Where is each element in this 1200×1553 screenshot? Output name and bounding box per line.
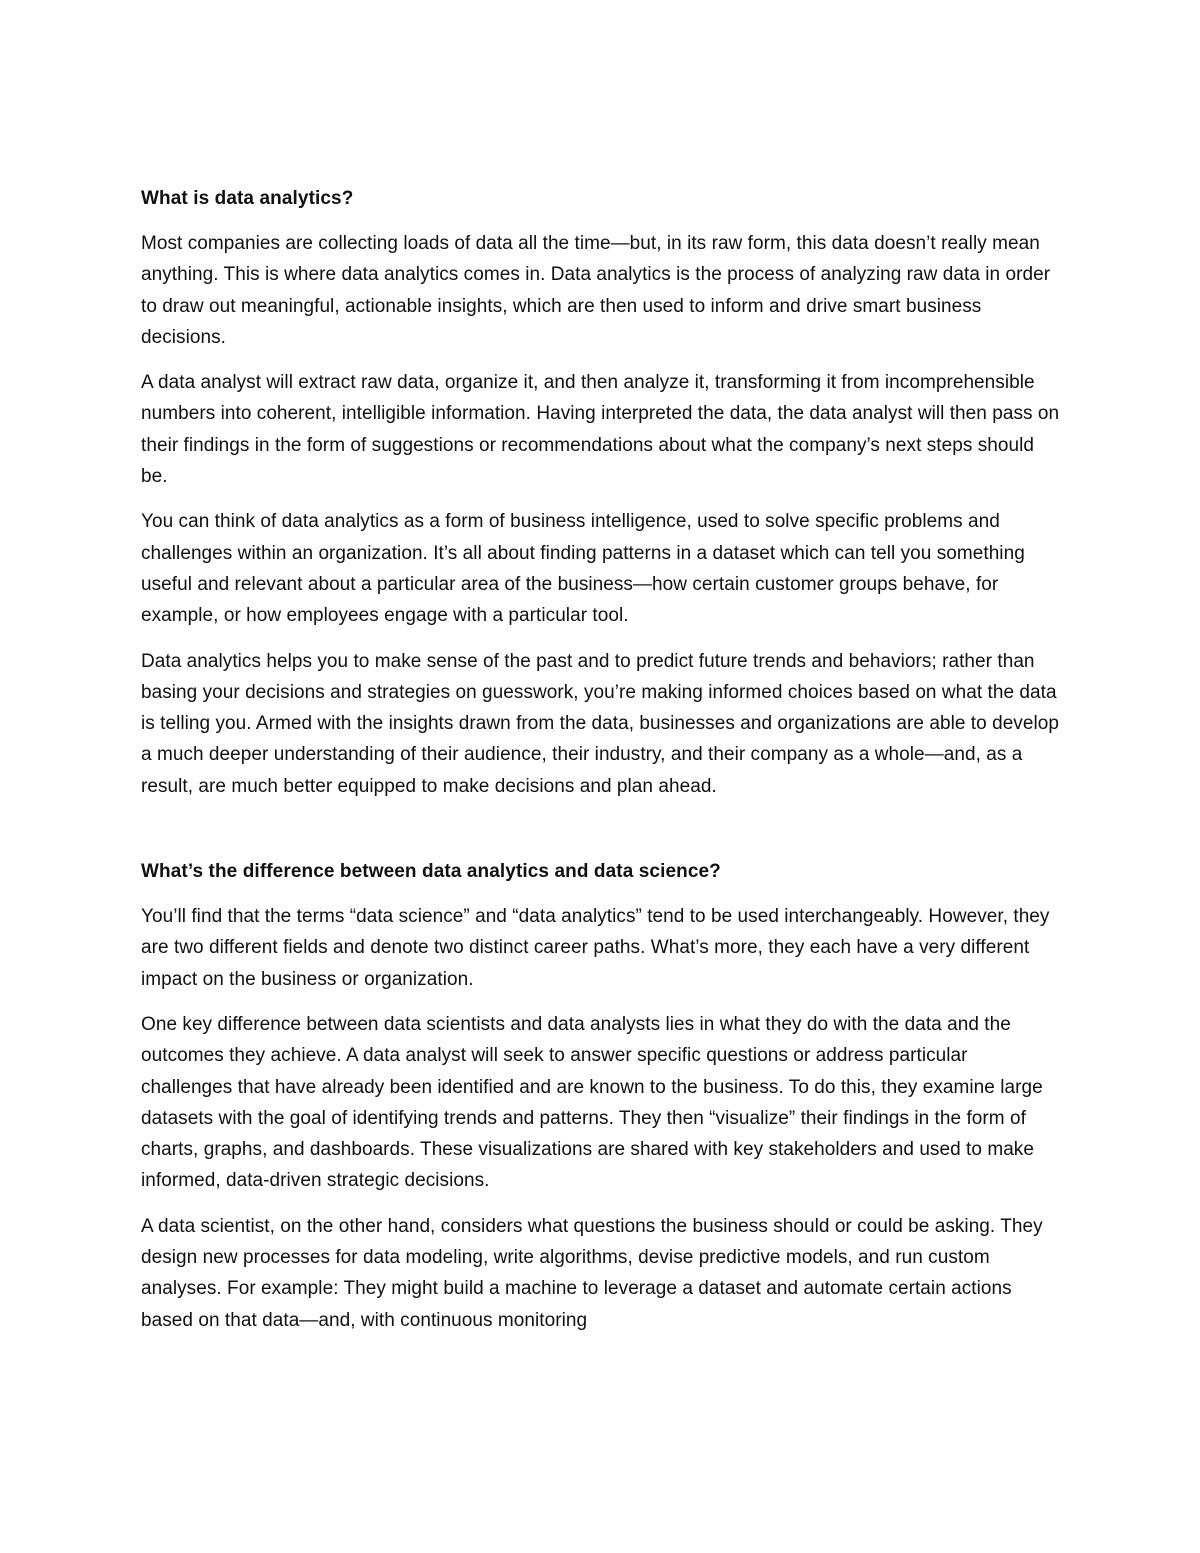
paragraph: Most companies are collecting loads of data all the time—but, in its raw form, this data doesn’t really mean anything. This is where data analytics comes in. Data analytics is the process of analyzing raw data in order to draw out meaningful, actionable insights, which are then used to inform and drive smart business decisions.	[141, 233, 1051, 348]
paragraph: A data analyst will extract raw data, organize it, and then analyze it, transforming it from incomprehensible numbers into coherent, intelligible information. Having interpreted the data, the data analyst will then pass on their findings in the form of suggestions or recommendations about what the company’s next steps should be.	[141, 372, 1060, 488]
section-spacer	[141, 816, 1060, 856]
paragraph: One key difference between data scientists and data analysts lies in what they do with the data and the outcomes they achieve. A data analyst will seek to answer specific questions or address particular challenges that have already been identified and are known to the business. To do this, they examine large datasets with the goal of identifying trends and patterns. They then “visualize” their findings in the form of charts, graphs, and dashboards. These visualizations are shared with key stakeholders and used to make informed, data-driven strategic decisions.	[141, 1013, 1043, 1192]
paragraph: You can think of data analytics as a form of business intelligence, used to solve specific problems and challenges within an organization. It’s all about finding patterns in a dataset which can tell you something useful and relevant about a particular area of the business—how certain customer groups behave, for example, or how employees engage with a particular tool.	[141, 511, 1025, 627]
paragraph: A data scientist, on the other hand, considers what questions the business should or could be asking. They design new processes for data modeling, write algorithms, devise predictive models, and run custom analyses. For example: They might build a machine to leverage a dataset and automate certain actions based on that data—and, with continuous monitoring	[141, 1215, 1043, 1331]
paragraph: You’ll find that the terms “data science” and “data analytics” tend to be used interchangeably. However, they are two different fields and denote two distinct career paths. What’s more, they each have a very different impact on the business or organization.	[141, 906, 1050, 990]
section-what-is-data-analytics	[141, 183, 1060, 802]
section-heading: What’s the difference between data analytics and data science?	[141, 861, 721, 883]
paragraph: Data analytics helps you to make sense of the past and to predict future trends and behaviors; rather than basing your decisions and strategies on guesswork, you’re making informed choices based on what the data is telling you. Armed with the insights drawn from the data, businesses and organizations are able to develop a much deeper understanding of their audience, their industry, and their company as a whole—and, as a result, are much better equipped to make decisions and plan ahead.	[141, 650, 1059, 797]
section-heading: What is data analytics?	[141, 188, 354, 209]
section-analytics-vs-science	[141, 856, 1060, 1336]
